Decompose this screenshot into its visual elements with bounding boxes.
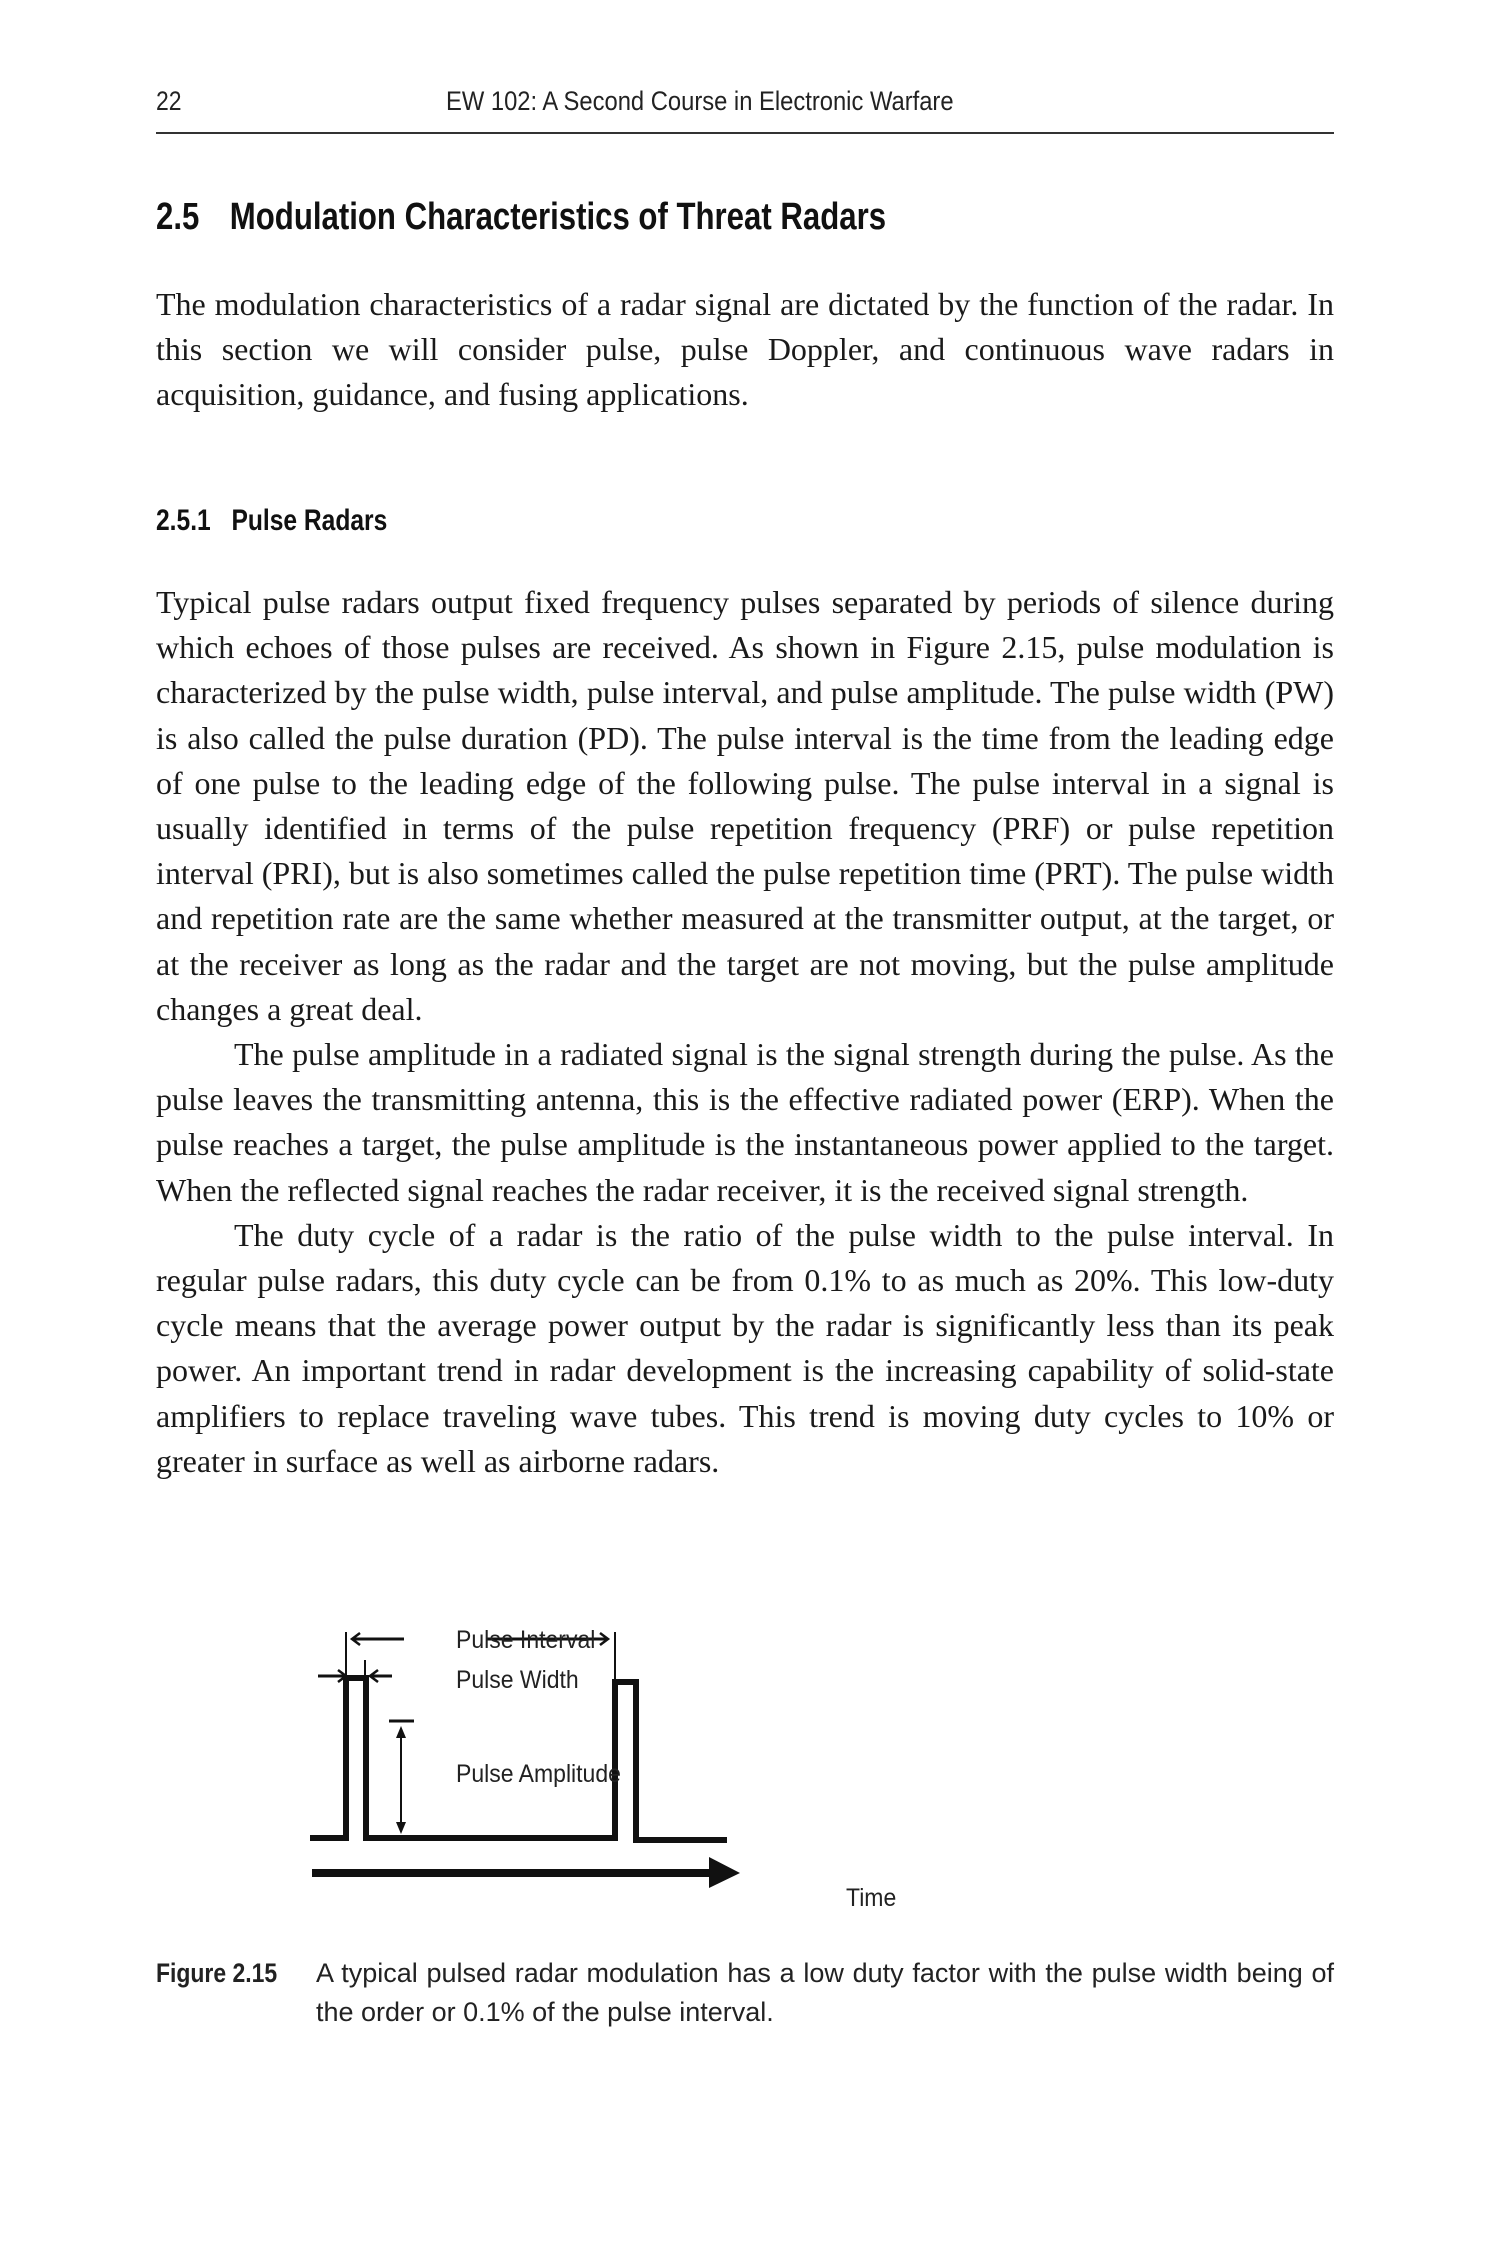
subsection-number: 2.5.1	[156, 504, 211, 537]
subsection-body	[156, 580, 1334, 1484]
pulse-waveform	[310, 1678, 727, 1840]
section-title: Modulation Characteristics of Threat Radars	[229, 196, 887, 238]
intro-paragraph: The modulation characteristics of a radar signal are dictated by the function of the radar. In this section we will consider pulse, pulse Doppler, and continuous wave radars in acquisition, guidance, and fusing applications.	[156, 286, 1334, 413]
paragraph: The pulse amplitude in a radiated signal is the signal strength during the pulse. As the pulse leaves the transmitting antenna, this is the effective radiated power (ERP). When the pulse reaches a target, the pulse amplitude is the instantaneous power applied to the target. When the reflected signal reaches the radar receiver, it is the received signal strength.	[156, 1036, 1334, 1208]
section-number: 2.5	[156, 196, 200, 238]
subsection-heading	[156, 504, 387, 538]
pulse-modulation-figure	[306, 1620, 1406, 1920]
page-number: 22	[156, 86, 182, 116]
pulse-interval-label: Pulse Interval	[456, 1626, 596, 1654]
pulse-width-label: Pulse Width	[456, 1666, 579, 1694]
header-rule	[156, 132, 1334, 134]
section-heading	[156, 196, 886, 239]
section-intro	[156, 282, 1334, 418]
figure-number: Figure 2.15	[156, 1958, 278, 1988]
subsection-title: Pulse Radars	[231, 504, 388, 537]
book-title: EW 102: A Second Course in Electronic Warfare	[446, 86, 954, 116]
pulse-amplitude-label: Pulse Amplitude	[456, 1760, 621, 1788]
paragraph: The duty cycle of a radar is the ratio of the pulse width to the pulse interval. In regular pulse radars, this duty cycle can be from 0.1% to as much as 20%. This low-duty cycle means that the average power output by the radar is significantly less than its peak power. An important trend in radar development is the increasing capability of solid-state amplifiers to replace traveling wave tubes. This trend is moving duty cycles to 10% or greater in surface as well as airborne radars.	[156, 1216, 1334, 1479]
running-header	[156, 86, 1334, 126]
caption-text: A typical pulsed radar modulation has a low duty factor with the pulse width being of the order or 0.1% of the pulse interval.	[316, 1958, 1334, 2027]
time-axis-label: Time	[846, 1884, 897, 1912]
paragraph: Typical pulse radars output fixed frequency pulses separated by periods of silence during which echoes of those pulses are received. As shown in Figure 2.15, pulse modulation is characterized by the pulse width, pulse interval, and pulse amplitude. The pulse width (PW) is also called the pulse duration (PD). The pulse interval is the time from the leading edge of one pulse to the leading edge of the following pulse. The pulse interval in a signal is usually identified in terms of the pulse repetition frequency (PRF) or pulse repetition interval (PRI), but is also sometimes called the pulse repetition time (PRT). The pulse width and repetition rate are the same whether measured at the transmitter output, at the target, or at the receiver as long as the radar and the target are not moving, but the pulse amplitude changes a great deal.	[156, 584, 1334, 1027]
